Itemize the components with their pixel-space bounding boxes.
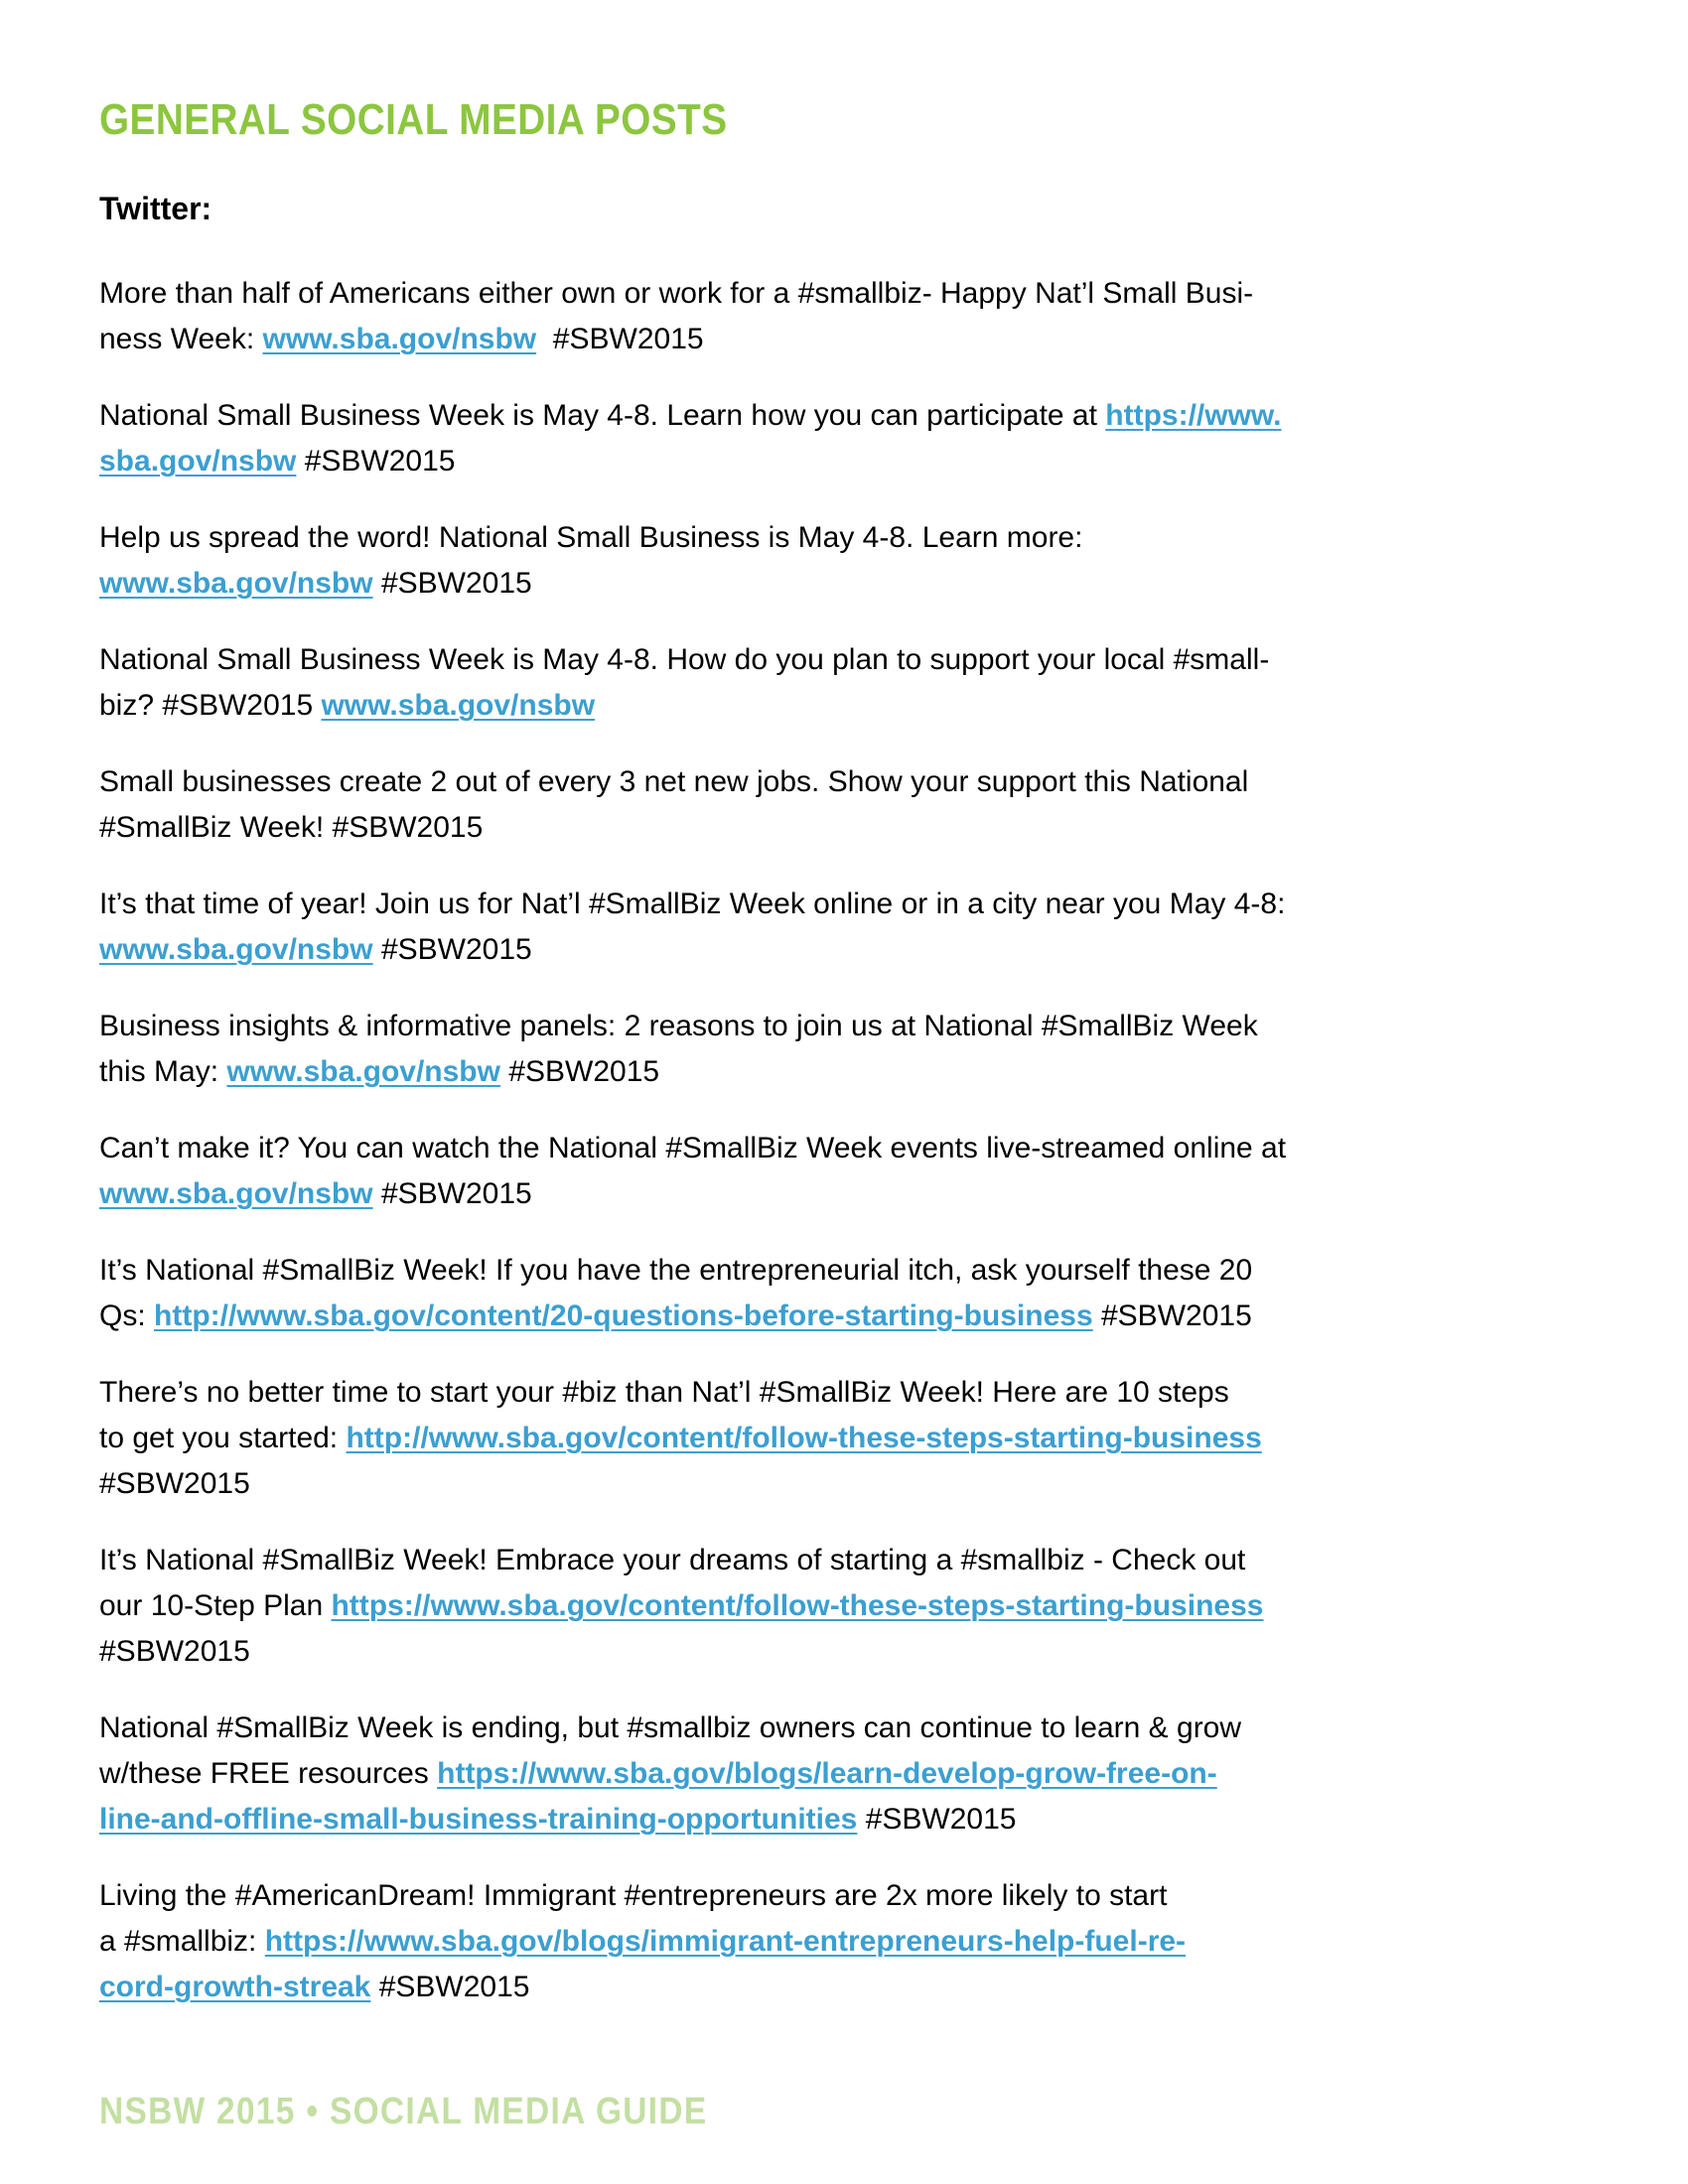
tweet-post (99, 882, 1569, 973)
post-link[interactable]: www.sba.gov/nsbw (321, 688, 596, 722)
post-text: #SBW2015 (296, 444, 456, 478)
tweet-post (99, 1706, 1569, 1843)
tweet-post (99, 1004, 1569, 1095)
post-text: More than half of Americans either own or work for a #smallbiz- Happy Nat’l Small Busi- (99, 276, 1254, 310)
post-text: w/these FREE resources (99, 1756, 438, 1790)
post-text: ness Week: (99, 322, 263, 355)
tweet-post (99, 1248, 1569, 1339)
post-text: #SBW2015 (499, 1054, 660, 1088)
post-link[interactable]: http://www.sba.gov/content/20-questions-before-starting-business (154, 1298, 1093, 1332)
post-link[interactable]: https://www.sba.gov/content/follow-these-steps-starting-business (331, 1588, 1264, 1622)
post-link[interactable]: line-and-offline-small-business-training-opportunities (99, 1802, 858, 1836)
page-title: GENERAL SOCIAL MEDIA POSTS (99, 95, 728, 144)
post-link[interactable]: www.sba.gov/nsbw (226, 1054, 500, 1088)
post-link[interactable]: www.sba.gov/nsbw (99, 1176, 373, 1210)
post-text: Small businesses create 2 out of every 3 net new jobs. Show your support this National (99, 764, 1249, 798)
post-link[interactable]: www.sba.gov/nsbw (99, 566, 373, 600)
post-link[interactable]: sba.gov/nsbw (99, 444, 297, 478)
post-text: National Small Business Week is May 4-8. Learn how you can participate at (99, 398, 1106, 432)
tweet-post (99, 637, 1569, 729)
post-text: It’s National #SmallBiz Week! Embrace your dreams of starting a #smallbiz - Check out (99, 1543, 1246, 1576)
post-text: #SBW2015 (372, 932, 532, 966)
tweet-post (99, 759, 1569, 851)
post-text: #SBW2015 (857, 1802, 1017, 1836)
tweet-post (99, 1126, 1569, 1217)
post-text: There’s no better time to start your #biz than Nat’l #SmallBiz Week! Here are 10 steps (99, 1375, 1229, 1409)
page-content (99, 95, 1569, 2041)
tweet-post (99, 393, 1569, 484)
post-text: #SBW2015 (370, 1970, 530, 2003)
post-text: #SmallBiz Week! #SBW2015 (99, 810, 484, 844)
post-text: biz? #SBW2015 (99, 688, 322, 722)
post-text: #SBW2015 (372, 1176, 532, 1210)
tweet-post (99, 1370, 1569, 1507)
page-footer: NSBW 2015 • SOCIAL MEDIA GUIDE (99, 2091, 708, 2132)
post-text: Help us spread the word! National Small Business is May 4-8. Learn more: (99, 520, 1083, 554)
post-text: It’s National #SmallBiz Week! If you have the entrepreneurial itch, ask yourself these 20 (99, 1253, 1253, 1287)
post-text: Can’t make it? You can watch the National #SmallBiz Week events live-streamed online at (99, 1131, 1287, 1164)
section-heading-twitter: Twitter: (99, 190, 212, 226)
post-text: #SBW2015 (536, 322, 704, 355)
post-text: this May: (99, 1054, 227, 1088)
post-text: a #smallbiz: (99, 1924, 265, 1958)
post-text: #SBW2015 (99, 1466, 250, 1500)
tweet-post (99, 1538, 1569, 1675)
post-link[interactable]: https://www. (1105, 398, 1282, 432)
post-link[interactable]: www.sba.gov/nsbw (99, 932, 373, 966)
post-text: our 10-Step Plan (99, 1588, 332, 1622)
post-link[interactable]: https://www.sba.gov/blogs/learn-develop-grow-free-on- (437, 1756, 1217, 1790)
post-text: #SBW2015 (99, 1634, 250, 1668)
post-link[interactable]: cord-growth-streak (99, 1970, 371, 2003)
post-text: Qs: (99, 1298, 155, 1332)
post-text: to get you started: (99, 1421, 347, 1454)
tweet-post (99, 515, 1569, 607)
post-text: Business insights & informative panels: 2 reasons to join us at National #SmallBiz Week (99, 1009, 1258, 1042)
post-link[interactable]: https://www.sba.gov/blogs/immigrant-entrepreneurs-help-fuel-re- (264, 1924, 1187, 1958)
post-text: National Small Business Week is May 4-8. How do you plan to support your local #small- (99, 642, 1270, 676)
tweet-post (99, 1873, 1569, 2010)
post-link[interactable]: www.sba.gov/nsbw (262, 322, 537, 355)
post-text: It’s that time of year! Join us for Nat’l #SmallBiz Week online or in a city near you May 4-8: (99, 887, 1286, 920)
tweet-post (99, 271, 1569, 362)
post-text: #SBW2015 (1092, 1298, 1252, 1332)
post-text: #SBW2015 (372, 566, 532, 600)
post-text: National #SmallBiz Week is ending, but #smallbiz owners can continue to learn & grow (99, 1710, 1242, 1744)
post-text: Living the #AmericanDream! Immigrant #entrepreneurs are 2x more likely to start (99, 1878, 1168, 1912)
tweet-posts-list (99, 271, 1569, 2010)
post-link[interactable]: http://www.sba.gov/content/follow-these-steps-starting-business (346, 1421, 1262, 1454)
